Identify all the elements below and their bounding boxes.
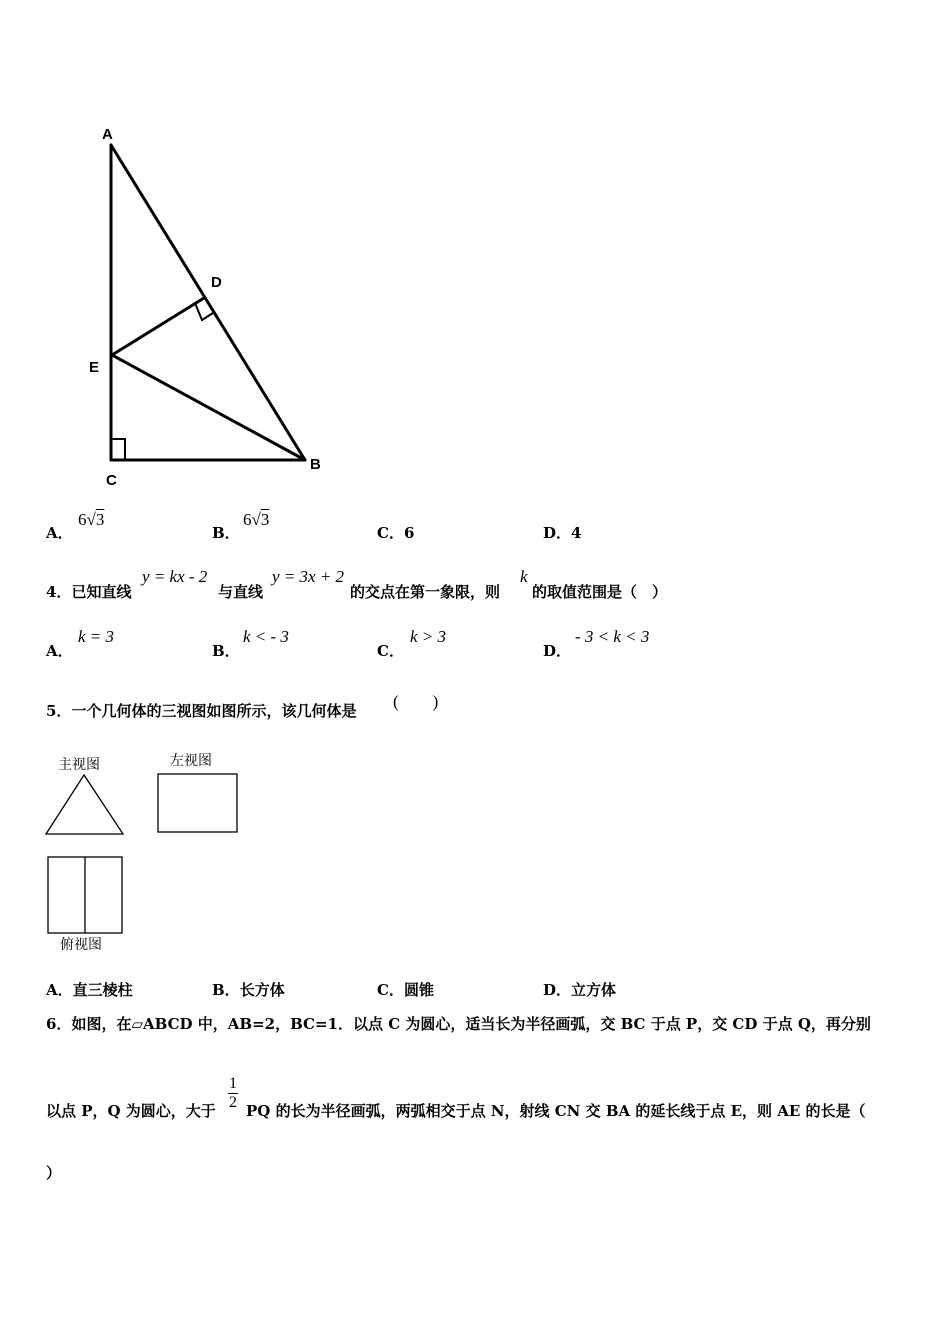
q4-option-d-value: - 3 < k < 3 bbox=[575, 627, 650, 646]
q4-eq1: y = kx - 2 bbox=[142, 567, 208, 586]
q5-stem: 5．一个几何体的三视图如图所示，该几何体是 bbox=[46, 702, 357, 720]
q6-line-1: 6．如图，在▱ABCD 中，AB=2，BC=1．以点 C 为圆心，适当长为半径画弧，交 BC 于点 P，交 CD 于点 Q，再分别 bbox=[46, 1015, 871, 1033]
q3-option-b[interactable]: B． bbox=[212, 524, 240, 542]
q5-paren: ( ) bbox=[393, 692, 439, 711]
q3-option-a-value: 6√3 bbox=[78, 510, 105, 529]
q4-stem-3: 的交点在第一象限，则 bbox=[350, 583, 501, 601]
q4-stem-4: 的取值范围是（ ） bbox=[532, 583, 668, 601]
label-e: E bbox=[89, 359, 100, 376]
q3-option-a[interactable]: A． bbox=[46, 524, 73, 542]
q4-option-b[interactable]: B． bbox=[212, 642, 240, 660]
q5-option-d[interactable]: D．立方体 bbox=[543, 981, 617, 999]
q5-option-a[interactable]: A．直三棱柱 bbox=[46, 981, 133, 999]
label-b: B bbox=[310, 456, 321, 473]
q6-line-3: ） bbox=[46, 1164, 62, 1182]
q4-option-a[interactable]: A． bbox=[46, 642, 73, 660]
three-views-figure bbox=[0, 0, 260, 960]
q3-option-c[interactable]: C．6 bbox=[377, 524, 415, 542]
q4-stem-2: 与直线 bbox=[218, 583, 264, 601]
q4-stem: 4．已知直线 bbox=[46, 583, 132, 601]
side-view-rectangle bbox=[158, 774, 237, 832]
q4-option-a-value: k = 3 bbox=[78, 627, 115, 646]
q4-option-b-value: k < - 3 bbox=[243, 627, 289, 646]
label-a: A bbox=[102, 126, 113, 143]
q4-option-c[interactable]: C． bbox=[377, 642, 404, 660]
q4-eq2: y = 3x + 2 bbox=[272, 567, 345, 586]
q6-line-2: 以点 P，Q 为圆心，大于 bbox=[46, 1102, 216, 1120]
q6-line-2b: PQ 的长为半径画弧，两弧相交于点 N，射线 CN 交 BA 的延长线于点 E，则 AE 的长是（ bbox=[246, 1102, 866, 1120]
q4-var-k: k bbox=[520, 567, 528, 586]
q3-option-d[interactable]: D．4 bbox=[543, 524, 582, 542]
q4-option-d[interactable]: D． bbox=[543, 642, 572, 660]
label-c: C bbox=[106, 472, 117, 489]
front-view-label: 主视图 bbox=[58, 757, 100, 773]
q5-option-c[interactable]: C．圆锥 bbox=[377, 981, 434, 999]
fraction-one-half: $\frac{1}{2}$ bbox=[229, 1075, 237, 1111]
label-d: D bbox=[211, 274, 222, 291]
front-view-triangle bbox=[46, 775, 123, 834]
q3-option-b-value: 6√3 bbox=[243, 510, 270, 529]
q5-option-b[interactable]: B．长方体 bbox=[212, 981, 285, 999]
top-view-label: 俯视图 bbox=[60, 937, 102, 953]
side-view-label: 左视图 bbox=[170, 753, 212, 769]
q4-option-c-value: k > 3 bbox=[410, 627, 447, 646]
